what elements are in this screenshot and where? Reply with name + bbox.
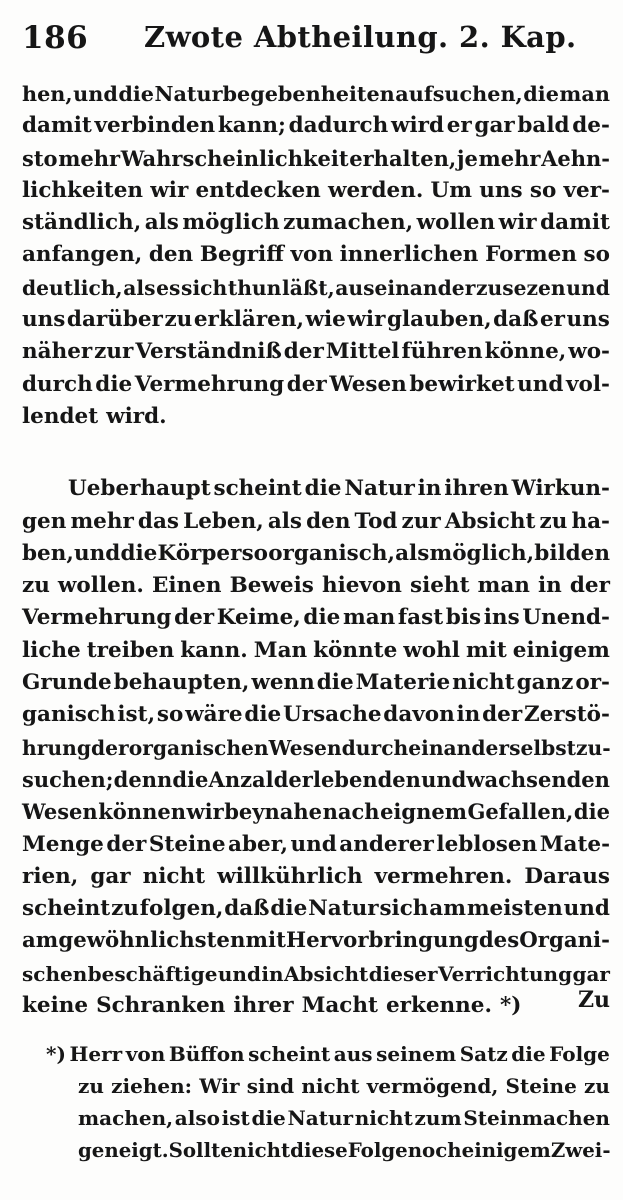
word: zu xyxy=(22,573,50,599)
word: deutlich, xyxy=(22,275,123,300)
word: der xyxy=(106,831,147,857)
word: leblosen xyxy=(436,831,538,857)
word: zum xyxy=(414,1106,462,1130)
text-line xyxy=(22,175,610,207)
word: Vermehrung xyxy=(134,371,285,397)
word: Verständniß xyxy=(135,339,282,365)
word: bald xyxy=(517,113,570,139)
word: mehr xyxy=(478,145,541,171)
word: uns xyxy=(566,307,610,333)
text-line xyxy=(22,143,610,175)
word: also xyxy=(174,1106,220,1130)
word: Unend- xyxy=(522,605,610,631)
text-line xyxy=(22,925,610,957)
word: diese xyxy=(290,1138,348,1162)
word: der xyxy=(273,766,313,792)
word: *) xyxy=(499,993,522,1019)
word: treiben xyxy=(86,637,175,663)
word: kann; xyxy=(217,113,286,139)
word: am xyxy=(429,896,466,922)
word: Naturbegebenheiten xyxy=(154,82,395,106)
word: wo- xyxy=(568,339,610,365)
word: beschäftige xyxy=(87,961,218,986)
word: Vermehrung xyxy=(22,605,172,631)
word: Satz xyxy=(459,1042,508,1066)
word: Tod xyxy=(354,508,398,534)
word: in xyxy=(417,476,442,502)
text-line xyxy=(22,699,610,731)
word: die xyxy=(251,1106,286,1130)
word: durch xyxy=(341,735,409,760)
word: Absicht xyxy=(444,508,536,534)
word: einigem xyxy=(512,637,610,663)
footnote-line xyxy=(22,1038,610,1070)
word: von xyxy=(125,1042,166,1066)
word: werden. xyxy=(327,177,424,203)
word: Daraus xyxy=(524,863,610,889)
word: die xyxy=(511,1042,546,1066)
word: könne, xyxy=(484,339,567,365)
catchword: Zu xyxy=(577,987,610,1013)
word: meisten xyxy=(466,896,563,922)
word: sich xyxy=(379,896,429,922)
word: die xyxy=(172,766,209,792)
word: glauben, xyxy=(386,307,492,333)
word: machen, xyxy=(78,1106,174,1130)
word: nicht xyxy=(142,863,206,889)
word: ha- xyxy=(571,508,610,534)
footnote-line xyxy=(22,1102,610,1134)
word: hen, xyxy=(22,82,73,106)
word: Zerstö- xyxy=(523,702,610,728)
word: ver- xyxy=(563,177,610,203)
word: nicht xyxy=(354,1106,413,1130)
word: gar xyxy=(90,863,131,889)
word: führen xyxy=(401,339,483,365)
text-line xyxy=(22,893,610,925)
word: nicht xyxy=(301,1074,360,1098)
word: Zwei- xyxy=(550,1138,611,1162)
word: möglich, xyxy=(429,540,535,566)
word: wohl xyxy=(403,637,460,663)
word: schen xyxy=(22,961,88,986)
word: scheint xyxy=(248,1042,331,1066)
footnote-line xyxy=(22,1070,610,1102)
word: willkührlich xyxy=(217,863,363,889)
word: den xyxy=(148,242,194,268)
word: gen xyxy=(22,508,67,534)
word: Steine xyxy=(505,1074,577,1098)
word: eignem xyxy=(380,799,467,825)
word: der xyxy=(283,339,324,365)
text-line xyxy=(22,538,610,570)
word: uns xyxy=(22,307,66,333)
word: er xyxy=(539,307,565,333)
word: so xyxy=(529,177,557,203)
text-line xyxy=(22,796,610,828)
word: lebenden xyxy=(312,766,421,792)
word: Grunde xyxy=(22,670,112,696)
word: einigem xyxy=(461,1138,551,1162)
word: de- xyxy=(572,113,610,139)
word: mit xyxy=(245,928,286,954)
word: in xyxy=(261,961,284,986)
word: uns xyxy=(479,177,523,203)
text-line xyxy=(22,401,610,433)
word: Menge xyxy=(22,831,104,857)
text-line xyxy=(22,369,610,401)
word: Ursache xyxy=(283,702,382,728)
word: ins xyxy=(483,605,520,631)
word: und xyxy=(563,896,610,922)
word: darüber xyxy=(66,307,163,333)
word: mit xyxy=(465,637,507,663)
word: aus xyxy=(333,1042,373,1066)
word: folgen, xyxy=(139,896,224,922)
word: wenn xyxy=(251,670,315,696)
word: der xyxy=(91,735,129,760)
word: zumachen, xyxy=(283,210,414,236)
text-line xyxy=(22,239,610,271)
word: verbinden xyxy=(94,113,216,139)
word: Um xyxy=(430,177,473,203)
word: Wir xyxy=(199,1074,240,1098)
text-line xyxy=(22,764,610,796)
word: in xyxy=(537,573,562,599)
word: Wirkun- xyxy=(511,476,610,502)
word: Anzal xyxy=(208,766,274,792)
word: Begriff xyxy=(199,242,284,268)
word: mehr xyxy=(58,145,121,171)
word: Formen xyxy=(485,242,577,268)
word: zu xyxy=(539,508,568,534)
word: zu xyxy=(164,307,193,333)
text-line xyxy=(22,207,610,239)
word: und xyxy=(217,961,261,986)
word: ganisch xyxy=(22,702,116,728)
word: zur xyxy=(401,508,441,534)
word: zur xyxy=(94,339,134,365)
word: seinem xyxy=(376,1042,457,1066)
word: und xyxy=(517,371,564,397)
footnote-line xyxy=(22,1134,610,1166)
word: Wahrscheinlichkeit xyxy=(120,145,349,171)
word: und xyxy=(73,82,118,106)
word: damit xyxy=(540,210,610,236)
word: durch xyxy=(22,371,93,397)
word: könnte xyxy=(313,637,398,663)
word: vol- xyxy=(566,371,610,397)
word: aber, xyxy=(228,831,288,857)
word: erkenne. xyxy=(385,993,492,1019)
word: die xyxy=(270,896,308,922)
text-line xyxy=(22,506,610,538)
word: als xyxy=(123,275,156,300)
word: man xyxy=(559,82,610,106)
text-line xyxy=(22,473,610,505)
word: auseinander xyxy=(335,275,476,300)
word: liche xyxy=(22,637,81,663)
word: damit xyxy=(22,113,92,139)
text-line xyxy=(22,78,610,110)
word: Steinmachen xyxy=(463,1106,610,1130)
word: wollen xyxy=(416,210,496,236)
word: innerlichen xyxy=(339,242,479,268)
word: bewirket xyxy=(409,371,515,397)
page-number: 186 xyxy=(22,20,89,56)
word: Absicht xyxy=(283,961,369,986)
word: je xyxy=(456,145,478,171)
word: zu xyxy=(584,1074,610,1098)
word: ziehen: xyxy=(111,1074,193,1098)
word: die xyxy=(573,799,610,825)
word: Macht xyxy=(301,993,378,1019)
word: Wesen xyxy=(268,735,342,760)
text-line xyxy=(22,570,610,602)
word: dadurch xyxy=(288,113,389,139)
word: dieser xyxy=(368,961,438,986)
word: Einen xyxy=(151,573,222,599)
word: nicht xyxy=(452,670,515,696)
word: näher xyxy=(22,339,93,365)
word: Büffon xyxy=(168,1042,245,1066)
word: so xyxy=(156,702,184,728)
word: Mate- xyxy=(539,831,610,857)
word: in xyxy=(456,702,481,728)
word: ihren xyxy=(444,476,509,502)
word: das xyxy=(137,508,179,534)
word: wir xyxy=(347,307,386,333)
word: organisch, xyxy=(268,540,395,566)
word: wir xyxy=(150,177,189,203)
word: scheint xyxy=(22,896,111,922)
word: gewöhnlichsten xyxy=(58,928,246,954)
word: ihrer xyxy=(233,993,294,1019)
word: daß xyxy=(224,896,270,922)
word: gar xyxy=(572,961,610,986)
paragraph-gap xyxy=(22,433,610,473)
word: Mittel xyxy=(325,339,400,365)
word: aufsuchen, xyxy=(395,82,523,106)
word: Schranken xyxy=(96,993,226,1019)
word: nicht xyxy=(232,1138,291,1162)
word: noch xyxy=(407,1138,462,1162)
word: or- xyxy=(575,670,610,696)
text-line xyxy=(22,667,610,699)
footnote xyxy=(22,1038,610,1166)
word: die xyxy=(120,540,158,566)
word: denn xyxy=(113,766,173,792)
text-line xyxy=(22,272,610,304)
word: davon xyxy=(383,702,455,728)
word: und xyxy=(290,831,337,857)
word: selbst xyxy=(509,735,576,760)
text-line xyxy=(22,635,610,667)
word: sind xyxy=(246,1074,295,1098)
word: man xyxy=(477,573,530,599)
text-line xyxy=(22,861,610,893)
text-line xyxy=(22,110,610,142)
word: einander xyxy=(408,735,510,760)
word: zu xyxy=(78,1074,104,1098)
word: Wesen xyxy=(329,371,407,397)
word: den xyxy=(306,508,351,534)
running-head: Zwote Abtheilung. 2. Kap. xyxy=(144,20,577,54)
word: die xyxy=(304,476,342,502)
word: Hervorbringung xyxy=(286,928,479,954)
word: Man xyxy=(253,637,308,663)
word: fast xyxy=(397,605,444,631)
word: vermehren. xyxy=(374,863,513,889)
word: geneigt. xyxy=(78,1138,169,1162)
word: mehr xyxy=(70,508,134,534)
word: ist xyxy=(221,1106,250,1130)
word: ganz xyxy=(516,670,574,696)
word: anfangen, xyxy=(22,242,143,268)
word: läßt, xyxy=(282,275,335,300)
word: wird. xyxy=(106,403,167,429)
word: nach xyxy=(322,799,380,825)
word: bilden xyxy=(534,540,610,566)
word: ist, xyxy=(117,702,156,728)
text-line xyxy=(22,602,610,634)
word: Wesen xyxy=(22,799,98,825)
word: lichkeiten xyxy=(22,177,144,203)
word: Steine xyxy=(148,831,226,857)
word: die xyxy=(316,670,354,696)
word: der xyxy=(286,371,327,397)
word: zusezen xyxy=(476,275,566,300)
word: Natur xyxy=(308,896,379,922)
word: thun xyxy=(227,275,282,300)
body-text xyxy=(22,78,610,1022)
word: lendet xyxy=(22,403,99,429)
word: ben, xyxy=(22,540,74,566)
word: kann. xyxy=(180,637,248,663)
word: wir xyxy=(186,799,224,825)
word: zu xyxy=(111,896,139,922)
word: ständlich, xyxy=(22,210,142,236)
word: die xyxy=(523,82,559,106)
word: möglich xyxy=(182,210,280,236)
text-line xyxy=(22,732,610,764)
word: suchen; xyxy=(22,766,114,792)
word: anderer xyxy=(339,831,434,857)
word: so xyxy=(241,540,269,566)
page-header xyxy=(22,14,612,64)
word: und xyxy=(566,275,610,300)
word: der xyxy=(174,605,215,631)
word: erklären, xyxy=(193,307,304,333)
word: *) xyxy=(46,1042,66,1066)
word: wollen. xyxy=(57,573,144,599)
word: von xyxy=(290,242,333,268)
word: er xyxy=(446,113,472,139)
word: keine xyxy=(22,993,89,1019)
word: die xyxy=(118,82,154,106)
word: wachsenden xyxy=(466,766,610,792)
word: erhalten, xyxy=(349,145,457,171)
word: Natur xyxy=(287,1106,354,1130)
word: der xyxy=(569,573,610,599)
word: die xyxy=(244,702,282,728)
word: rien, xyxy=(22,863,79,889)
word: Leben, xyxy=(183,508,264,534)
word: vermögend, xyxy=(366,1074,499,1098)
word: und xyxy=(74,540,121,566)
text-line xyxy=(22,829,610,861)
word: scheint xyxy=(213,476,302,502)
word: die xyxy=(303,605,341,631)
word: Organi- xyxy=(519,928,610,954)
word: entdecken xyxy=(195,177,321,203)
word: so xyxy=(583,242,610,268)
word: Ueberhaupt xyxy=(68,476,211,502)
word: Gefallen, xyxy=(467,799,574,825)
word: Aehn- xyxy=(541,145,610,171)
word: Herr xyxy=(69,1042,123,1066)
word: der xyxy=(482,702,523,728)
text-line xyxy=(22,336,610,368)
word: Natur xyxy=(344,476,415,502)
word: als xyxy=(144,210,179,236)
word: bis xyxy=(445,605,482,631)
word: wie xyxy=(305,307,346,333)
word: als xyxy=(395,540,430,566)
word: daß xyxy=(493,307,539,333)
word: Keime, xyxy=(216,605,301,631)
word: behaupten, xyxy=(113,670,250,696)
word: Beweis xyxy=(229,573,314,599)
word: des xyxy=(478,928,520,954)
word: wird xyxy=(390,113,445,139)
word: wir xyxy=(498,210,537,236)
word: Körper xyxy=(157,540,242,566)
text-line xyxy=(22,304,610,336)
word: es xyxy=(156,275,181,300)
word: als xyxy=(267,508,303,534)
word: am xyxy=(22,928,59,954)
word: und xyxy=(421,766,467,792)
word: Materie xyxy=(355,670,451,696)
word: sto xyxy=(22,145,58,171)
word: gar xyxy=(474,113,515,139)
word: die xyxy=(95,371,133,397)
word: wäre xyxy=(185,702,243,728)
word: sich xyxy=(181,275,228,300)
word: Verrichtung xyxy=(437,961,573,986)
word: Sollte xyxy=(168,1138,233,1162)
word: Folge xyxy=(347,1138,408,1162)
word: beynahe xyxy=(224,799,322,825)
word: hievon xyxy=(321,573,402,599)
word: hrung xyxy=(22,735,91,760)
word: können xyxy=(98,799,186,825)
word: organischen xyxy=(128,735,269,760)
word: man xyxy=(342,605,396,631)
word: zu- xyxy=(576,735,611,760)
word: sieht xyxy=(409,573,470,599)
word: Folge xyxy=(549,1042,610,1066)
